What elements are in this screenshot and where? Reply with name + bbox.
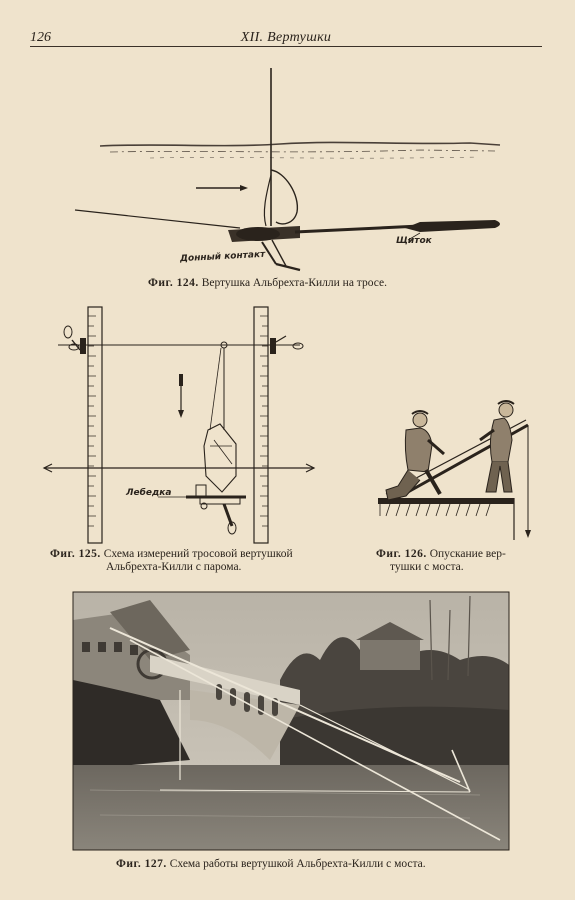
shield-annotation: Щиток: [396, 236, 432, 246]
bottom-contact-annotation: Донный контакт: [179, 249, 266, 265]
figure-label: Фиг. 124.: [148, 277, 199, 289]
figure-label: Фиг. 127.: [116, 858, 167, 870]
caption-line-2: Альбрехта-Килли с парома.: [106, 561, 242, 573]
page-number: 126: [30, 30, 51, 45]
figure-label: Фиг. 125.: [50, 548, 101, 560]
figure-label: Фиг. 126.: [376, 548, 427, 560]
caption-text: Вертушка Альбрехта-Килли на тросе.: [201, 277, 387, 289]
caption-line-2: тушки с моста.: [390, 561, 464, 573]
figure-127-caption: [116, 858, 426, 871]
caption-line-1: Схема измерений тросовой вертушкой: [103, 548, 293, 560]
caption-line-1: Опускание вер-: [429, 548, 506, 560]
winch-annotation: Лебедка: [126, 488, 172, 498]
caption-text: Схема работы вертушкой Альбрехта-Килли с моста.: [169, 858, 426, 870]
running-head: XII. Вертушки: [240, 30, 332, 45]
